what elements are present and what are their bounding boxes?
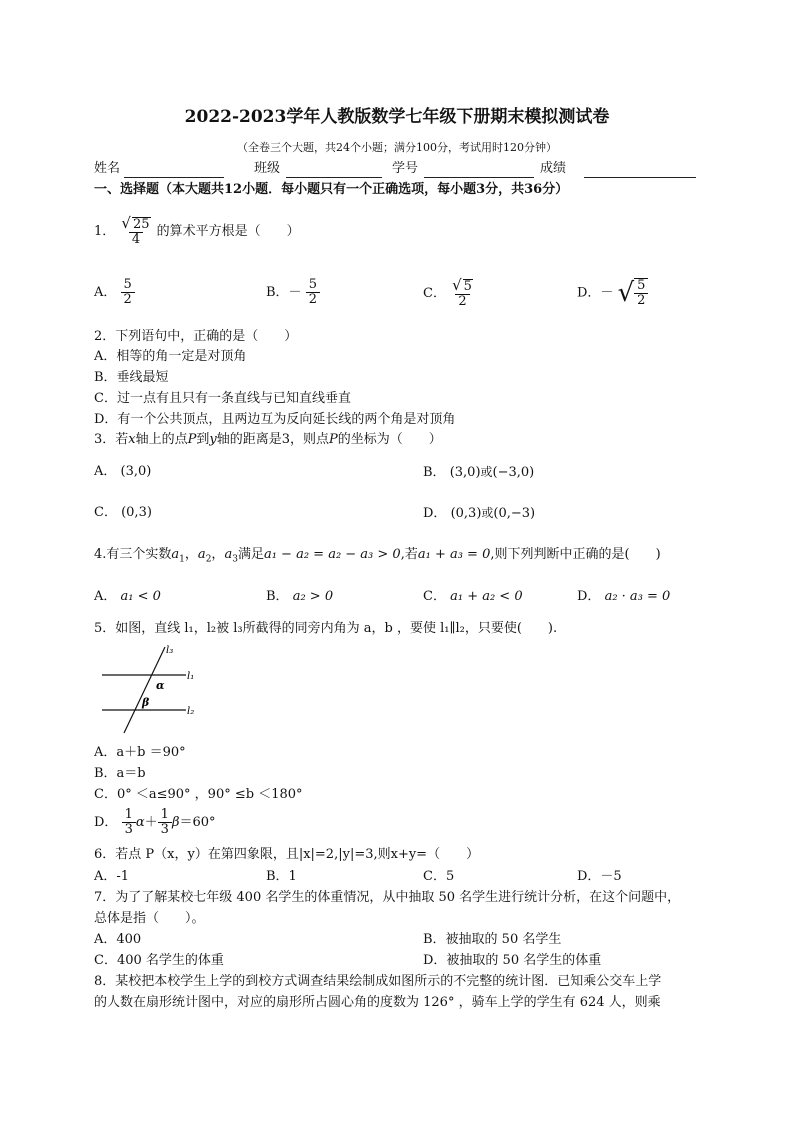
question-7-line-2: 总体是指（ ）。 xyxy=(94,911,205,926)
q4-option-c[interactable]: C． a₁ + a₂ < 0 xyxy=(423,589,523,604)
question-1-stem: 1． $\frac{√ 25}{4}$ 的算术平方根是（ ） xyxy=(94,214,300,247)
name-blank[interactable] xyxy=(124,177,224,178)
q1-fraction: $\frac{√ 25}{4}$ xyxy=(121,214,150,247)
q3-option-c[interactable]: C． (0,3) xyxy=(94,505,152,520)
q2-option-a[interactable]: A．相等的角一定是对顶角 xyxy=(94,349,247,364)
parallel-lines-figure xyxy=(100,643,210,735)
name-label: 姓名 xyxy=(94,161,121,176)
q7-option-a[interactable]: A．400 xyxy=(94,932,142,947)
question-8-line-1: 8．某校把本校学生上学的到校方式调查结果绘制成如图所示的不完整的统计图．已知乘公交车上学 xyxy=(94,974,662,989)
q1-option-d[interactable]: D．－ √ $\frac{5}{2}$ xyxy=(577,278,648,308)
question-7-line-1: 7．为了了解某校七年级 400 名学生的体重情况，从中抽取 50 名学生进行统计分析，在这个问题中， xyxy=(94,890,681,905)
q6-option-d[interactable]: D．－5 xyxy=(577,869,622,884)
q7-option-d[interactable]: D．被抽取的 50 名学生的体重 xyxy=(423,953,602,968)
q5-option-a[interactable]: A．a＋b ＝90° xyxy=(94,745,186,760)
q2-option-c[interactable]: C．过一点有且只有一条直线与已知直线垂直 xyxy=(94,391,351,406)
label-l3: l₃ xyxy=(166,645,174,656)
q1-option-a[interactable]: A． $\frac{5}{2}$ xyxy=(94,278,135,307)
q5-option-d[interactable]: D． $\frac{1}{3}$ α＋ $\frac{1}{3}$ β＝60° xyxy=(94,807,216,837)
q6-option-c[interactable]: C．5 xyxy=(423,869,455,884)
q4-option-d[interactable]: D． a₂ · a₃ = 0 xyxy=(577,589,671,604)
number-label: 学号 xyxy=(392,161,419,176)
q5-option-c[interactable]: C．0° ＜a≤90° ，90° ≤b ＜180° xyxy=(94,787,303,802)
label-l1: l₁ xyxy=(187,671,195,682)
question-4-stem: 4.有三个实数$a_1$，$a_2$，$a_3$满足a₁ − a₂ = a₂ − a₃ > 0,若a₁ + a₃ = 0,则下列判断中正确的是( ) xyxy=(94,547,661,565)
q5-option-b[interactable]: B．a＝b xyxy=(94,766,146,781)
label-l2: l₂ xyxy=(187,706,195,717)
number-blank[interactable] xyxy=(424,177,534,178)
q3-option-a[interactable]: A． (3,0) xyxy=(94,464,152,479)
question-8-line-2: 的人数在扇形统计图中，对应的扇形所占圆心角的度数为 126° ，骑车上学的学生有 624 人，则乘 xyxy=(94,995,661,1010)
score-label: 成绩 xyxy=(540,161,567,176)
label-alpha: α xyxy=(156,679,165,692)
page-title: 2022-2023学年人教版数学七年级下册期末模拟测试卷 xyxy=(184,107,610,127)
q3-option-d[interactable]: D． (0,3)或(0,−3) xyxy=(423,506,536,521)
q2-option-d[interactable]: D．有一个公共顶点，且两边互为反向延长线的两个角是对顶角 xyxy=(94,412,456,427)
q1-option-c[interactable]: C． $\frac{√ 5}{2}$ xyxy=(423,276,472,309)
page-subtitle: （全卷三个大题，共24个小题；满分100分，考试用时120分钟） xyxy=(237,141,557,154)
question-6-stem: 6．若点 P（x，y）在第四象限，且|x|=2,|y|=3,则x+y=（ ） xyxy=(94,847,480,862)
question-5-stem: 5．如图，直线 l₁，l₂被 l₃所截得的同旁内角为 a，b ，要使 l₁∥l₂，只要使( ). xyxy=(94,621,558,636)
q6-option-b[interactable]: B．1 xyxy=(266,869,297,884)
class-label: 班级 xyxy=(254,161,281,176)
question-2-stem: 2．下列语句中，正确的是（ ） xyxy=(94,329,298,344)
student-info-line xyxy=(94,160,698,180)
label-beta: β xyxy=(142,696,150,709)
q6-option-a[interactable]: A．-1 xyxy=(94,869,130,884)
q7-option-b[interactable]: B．被抽取的 50 名学生 xyxy=(423,932,562,947)
q3-option-b[interactable]: B． (3,0)或(−3,0) xyxy=(423,465,535,480)
q7-option-c[interactable]: C．400 名学生的体重 xyxy=(94,953,224,968)
section-heading: 一、选择题（本大题共12小题．每小题只有一个正确选项，每小题3分，共36分） xyxy=(94,182,569,197)
question-3-stem: 3．若x轴上的点P到y轴的距离是3，则点P的坐标为（ ） xyxy=(94,432,442,447)
class-blank[interactable] xyxy=(286,177,382,178)
q2-option-b[interactable]: B．垂线最短 xyxy=(94,370,169,385)
score-blank[interactable] xyxy=(584,177,696,178)
q1-option-b[interactable]: B．－ $\frac{5}{2}$ xyxy=(266,278,320,307)
q4-option-a[interactable]: A． a₁ < 0 xyxy=(94,589,161,604)
q4-option-b[interactable]: B． a₂ > 0 xyxy=(266,589,334,604)
